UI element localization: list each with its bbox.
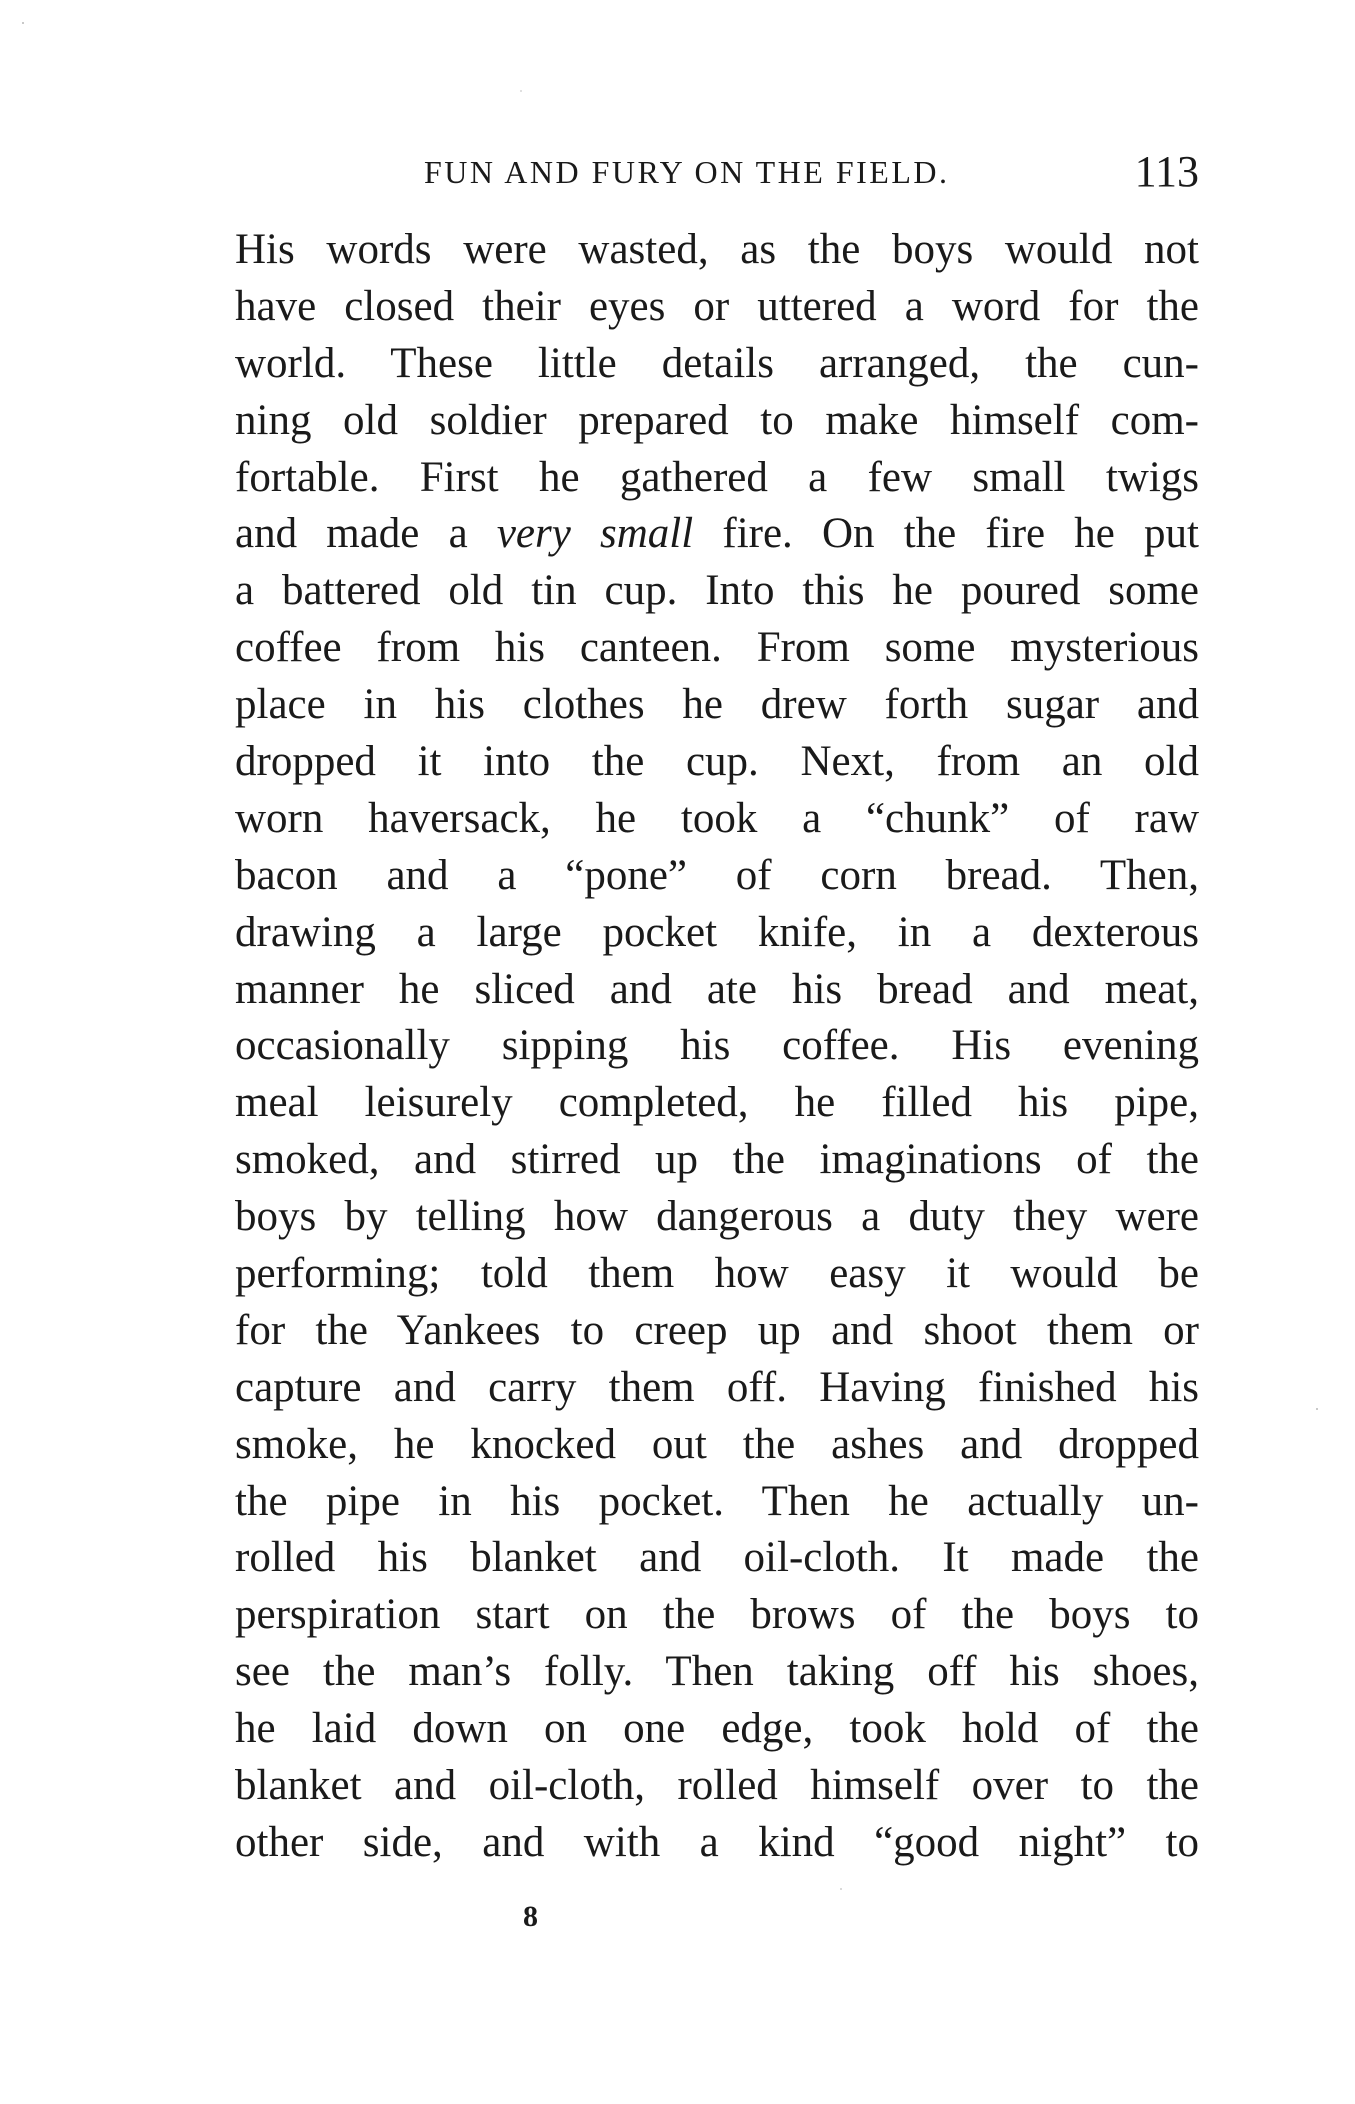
text-line bbox=[235, 791, 1199, 848]
text-line bbox=[235, 1758, 1199, 1815]
text-run: world. These little details arranged, the cun- bbox=[235, 339, 1199, 387]
text-line bbox=[235, 1132, 1199, 1189]
text-run: manner he sliced and ate his bread and meat, bbox=[235, 965, 1199, 1013]
text-line bbox=[235, 1815, 1199, 1872]
text-line bbox=[235, 563, 1199, 620]
running-head bbox=[424, 147, 1199, 200]
text-run: dropped it into the cup. Next, from an old bbox=[235, 738, 1199, 786]
text-run: the pipe in his pocket. Then he actually un- bbox=[235, 1477, 1199, 1525]
paper-speck bbox=[840, 1888, 842, 1890]
text-run: fortable. First he gathered a few small twigs bbox=[235, 453, 1199, 501]
text-run: smoke, he knocked out the ashes and dropped bbox=[235, 1420, 1199, 1468]
text-run: His words were wasted, as the boys would not bbox=[235, 226, 1199, 273]
text-line bbox=[235, 1644, 1199, 1701]
body-text bbox=[235, 222, 1199, 1872]
text-line bbox=[235, 905, 1199, 962]
text-run: rolled his blanket and oil-cloth. It made the bbox=[235, 1534, 1199, 1582]
text-run: have closed their eyes or uttered a word for the bbox=[235, 282, 1199, 330]
text-run: a battered old tin cup. Into this he poured some bbox=[235, 567, 1199, 615]
text-run: fire. On the fire he put bbox=[693, 510, 1200, 558]
text-run: meal leisurely completed, he filled his pipe, bbox=[235, 1079, 1199, 1127]
text-line bbox=[235, 1474, 1199, 1531]
text-line bbox=[235, 1246, 1199, 1303]
text-line bbox=[235, 1018, 1199, 1075]
text-line bbox=[235, 620, 1199, 677]
text-run: bacon and a “pone” of corn bread. Then, bbox=[235, 851, 1199, 899]
text-line bbox=[235, 1189, 1199, 1246]
paper-speck bbox=[1316, 1408, 1318, 1410]
text-line bbox=[235, 450, 1199, 507]
text-line bbox=[235, 734, 1199, 791]
paper-speck bbox=[520, 90, 522, 92]
text-run: perspiration start on the brows of the boys to bbox=[235, 1591, 1199, 1639]
text-run: smoked, and stirred up the imaginations of the bbox=[235, 1136, 1199, 1184]
text-line bbox=[235, 1587, 1199, 1644]
text-line bbox=[235, 336, 1199, 393]
text-line bbox=[235, 279, 1199, 336]
text-line bbox=[235, 1075, 1199, 1132]
text-run: he laid down on one edge, took hold of the bbox=[235, 1705, 1199, 1753]
text-run: boys by telling how dangerous a duty they were bbox=[235, 1193, 1199, 1241]
emphasis-run: very small bbox=[496, 510, 694, 558]
text-run: see the man’s folly. Then taking off his shoes, bbox=[235, 1648, 1199, 1696]
text-run: place in his clothes he drew forth sugar and bbox=[235, 681, 1199, 729]
text-line bbox=[235, 222, 1199, 279]
text-run: performing; told them how easy it would be bbox=[235, 1250, 1199, 1298]
text-run: worn haversack, he took a “chunk” of raw bbox=[235, 794, 1199, 842]
text-line bbox=[235, 393, 1199, 450]
text-run: ning old soldier prepared to make himself com- bbox=[235, 396, 1199, 444]
text-line bbox=[235, 1360, 1199, 1417]
running-title: FUN AND FURY ON THE FIELD. bbox=[424, 154, 950, 190]
text-run: coffee from his canteen. From some mysterious bbox=[235, 624, 1199, 672]
text-run: capture and carry them off. Having finished his bbox=[235, 1363, 1199, 1411]
text-line bbox=[235, 1530, 1199, 1587]
paper-speck bbox=[22, 22, 24, 24]
text-run: and made a bbox=[235, 510, 497, 558]
text-run: occasionally sipping his coffee. His evening bbox=[235, 1022, 1199, 1070]
signature-mark: 8 bbox=[523, 1900, 538, 1933]
text-line bbox=[235, 962, 1199, 1019]
text-line bbox=[235, 848, 1199, 905]
page-number: 113 bbox=[1134, 147, 1199, 196]
text-line bbox=[235, 1417, 1199, 1474]
text-run: for the Yankees to creep up and shoot them or bbox=[235, 1306, 1199, 1354]
text-run: blanket and oil-cloth, rolled himself over to the bbox=[235, 1762, 1199, 1810]
text-line bbox=[235, 1701, 1199, 1758]
text-line bbox=[235, 506, 1199, 563]
text-line bbox=[235, 1303, 1199, 1360]
text-run: drawing a large pocket knife, in a dexterous bbox=[235, 908, 1199, 956]
text-run: other side, and with a kind “good night” to bbox=[235, 1818, 1199, 1866]
text-line bbox=[235, 677, 1199, 734]
